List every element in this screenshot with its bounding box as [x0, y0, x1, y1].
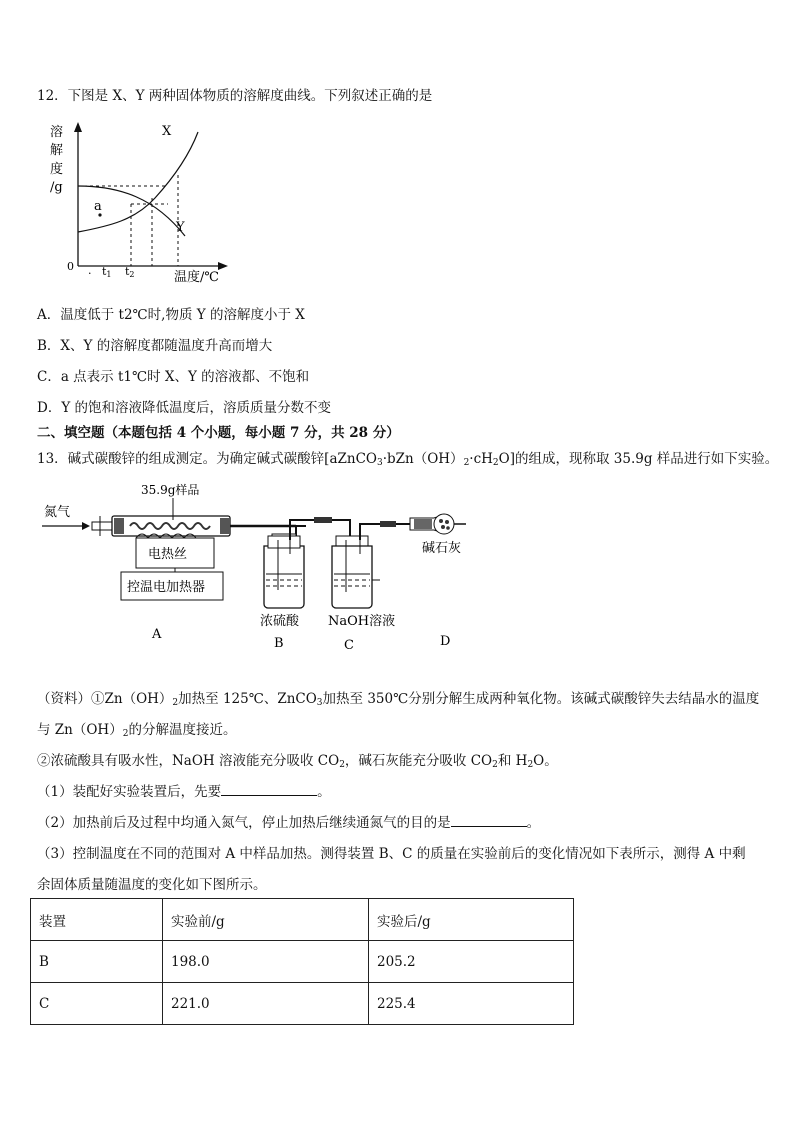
table-cell: B [31, 941, 163, 983]
part-3-line2: 余固体质量随温度的变化如下图所示。 [37, 877, 267, 893]
solubility-graph [40, 118, 240, 288]
info-1-cont: 与 $Zn(OH)_2$的分解温度接近。 [37, 722, 237, 739]
graph-x-arrow [218, 262, 228, 270]
answer-blank-1[interactable] [221, 783, 317, 796]
lime-grain-1 [439, 519, 443, 523]
section-heading: 二、填空题（本题包括 4 个小题，每小题 7 分，共 28 分） [37, 425, 400, 441]
t2-label: t2 [125, 265, 135, 279]
part-1: （1）装配好实验装置后，先要 。 [37, 784, 331, 800]
curve-x [78, 132, 198, 232]
stopcock [92, 522, 112, 530]
info-1: （资料）$①Zn(OH)_2$加热至 125℃、ZnCO$_3$加热至 350℃分别分解生成两种氧化物。该碱式碳酸锌失去结晶水的温度 [37, 691, 760, 708]
left-stopper [114, 518, 124, 534]
lime-label: 碱石灰 [422, 541, 462, 556]
table-cell: 198.0 [163, 941, 369, 983]
part-3-line1: （3）控制温度在不同的范围对 A 中样品加热。测得装置 B、C 的质量在实验前后的变化情况如下表所示，测得 A 中剩 [37, 846, 746, 862]
tube-c-d-joint [380, 521, 396, 527]
apparatus-diagram [38, 480, 488, 655]
sample-label: 35.9g样品 [141, 483, 200, 497]
drying-bulb [434, 514, 454, 534]
q12-option-d: D．Y 的饱和溶液降低温度后，溶质质量分数不变 [37, 400, 332, 416]
table-cell: 225.4 [369, 983, 574, 1025]
table-row [31, 983, 574, 1025]
q12-option-a: A．温度低于 t2℃时,物质 Y 的溶解度小于 X [37, 307, 305, 323]
label-b: B [274, 636, 284, 651]
curve-y-label: Y [176, 220, 185, 235]
tube-b-c-joint [314, 517, 332, 523]
ylabel-4: /g [50, 180, 63, 195]
info-2: ②浓硫酸具有吸水性，NaOH 溶液能充分吸收 $CO_2$，碱石灰能充分吸收 $CO_2$和 $H_2O$。 [37, 753, 558, 770]
heater-label: 控温电加热器 [127, 580, 206, 595]
curve-x-label: X [162, 124, 172, 139]
q12-stem: 12．下图是 X、Y 两种固体物质的溶解度曲线。下列叙述正确的是 [37, 88, 433, 104]
lime-grain-4 [446, 526, 450, 530]
t1-label: t1 [102, 265, 112, 279]
table-cell: 205.2 [369, 941, 574, 983]
ylabel-3: 度 [50, 162, 64, 177]
acid-label: 浓硫酸 [260, 614, 300, 629]
table-cell: C [31, 983, 163, 1025]
right-stopper [220, 518, 230, 534]
table-cell: 221.0 [163, 983, 369, 1025]
lime-grain-2 [445, 520, 449, 524]
bottle-c [332, 546, 372, 608]
origin-label: 0 [67, 260, 74, 273]
naoh-label: NaOH溶液 [328, 614, 396, 629]
q13-stem: 13．碱式碳酸锌的组成测定。为确定碱式碳酸锌$[aZnCO_3\cdot bZn(OH)_2\cdot cH_2O]$的组成，现称取 35.9g 样品进行如下实验。 [37, 451, 779, 468]
table-header: 实验后/g [369, 899, 574, 941]
ylabel-2: 解 [50, 143, 64, 158]
table-row [31, 941, 574, 983]
results-table [30, 898, 574, 1025]
bottle-b [264, 546, 304, 608]
point-a-label: a [94, 199, 102, 214]
label-d: D [440, 634, 451, 649]
q12-option-b: B．X、Y 的溶解度都随温度升高而增大 [37, 338, 273, 354]
t0-dot: . [88, 264, 92, 277]
answer-blank-2[interactable] [451, 814, 527, 827]
bottle-b-neck [268, 536, 300, 548]
part-2: （2）加热前后及过程中均通入氮气，停止加热后继续通氮气的目的是 。 [37, 815, 541, 831]
gas-arrowhead [82, 522, 90, 530]
xlabel: 温度/℃ [174, 270, 219, 285]
lime-grain-3 [441, 525, 445, 529]
table-header-row [31, 899, 574, 941]
heater-wire-label: 电热丝 [148, 547, 188, 562]
sample-powder [130, 523, 210, 529]
q12-option-c: C．a 点表示 t1℃时 X、Y 的溶液都、不饱和 [37, 369, 310, 385]
ylabel-1: 溶 [50, 125, 64, 140]
table-header: 实验前/g [163, 899, 369, 941]
table-header: 装置 [31, 899, 163, 941]
label-a: A [152, 627, 162, 642]
label-c: C [344, 638, 354, 653]
graph-y-arrow [74, 122, 82, 132]
drying-tube-packing [414, 519, 432, 529]
gas-label: 氮气 [44, 505, 71, 520]
